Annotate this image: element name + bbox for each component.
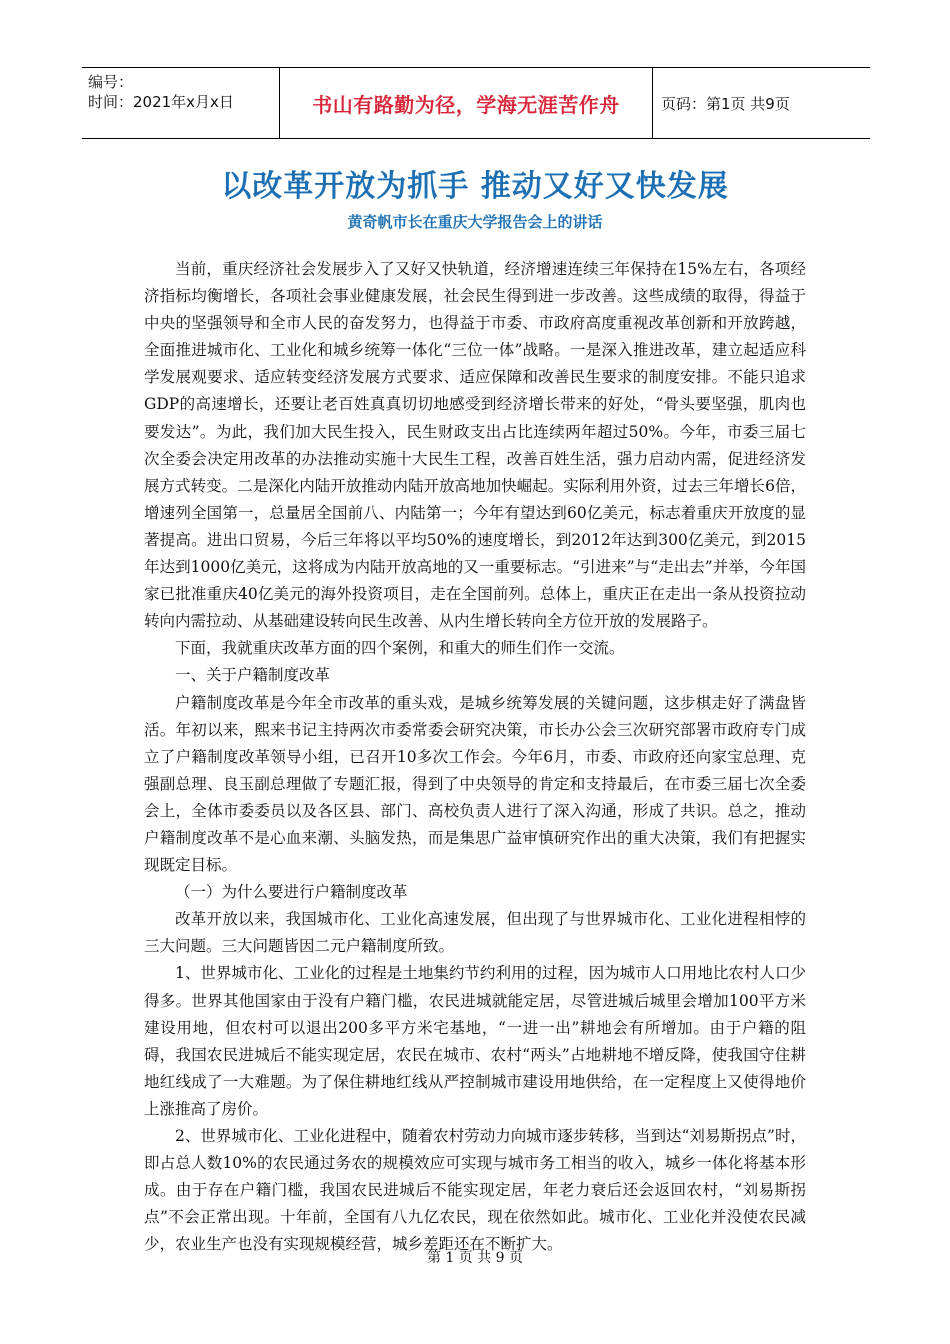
- document-subtitle: 黄奇帆市长在重庆大学报告会上的讲话: [347, 213, 603, 231]
- number-label: 编号：: [88, 73, 134, 91]
- header-meta-cell: [82, 68, 280, 138]
- header-motto-cell: [280, 68, 653, 138]
- page-info: 页码：第1页 共9页: [661, 94, 790, 113]
- subsection-heading: （一）为什么要进行户籍制度改革: [175, 883, 408, 902]
- paragraph: 户籍制度改革是今年全市改革的重头戏，是城乡统筹发展的关键问题，这步棋走好了满盘皆活。年初以来，熙来书记主持两次市委常委会研究决策，市长办公会三次研究部署市政府专门成立了户籍制度改革领导小组，已召开10多次工作会。今年6月，市委、市政府还向家宝总理、克强副总理、良玉副总理做了专题汇报，得到了中央领导的肯定和支持最后，在市委三届七次全委会上，全体市委委员以及各区县、部门、高校负责人进行了深入沟通，形成了共识。总之，推动户籍制度改革不是心血来潮、头脑发热，而是集思广益审慎研究作出的重大决策，我们有把握实现既定目标。: [144, 693, 806, 875]
- motto-text: 书山有路勤为径，学海无涯苦作舟: [312, 92, 620, 117]
- paragraph: 2、世界城市化、工业化进程中，随着农村劳动力向城市逐步转移，当到达“刘易斯拐点”时，即占总人数10%的农民通过务农的规模效应可实现与城市务工相当的收入，城乡一体化将基本形成。由于存在户籍门槛，我国农民进城后不能实现定居，年老力衰后还会返回农村，“刘易斯拐点”不会正常出现。十年前，全国有八九亿农民，现在依然如此。城市化、工业化并没使农民减少，农业生产也没有实现规模经营，城乡差距还在不断扩大。: [144, 1127, 806, 1254]
- time-label: 时间：2021年x月x日: [88, 93, 234, 111]
- paragraph: 1、世界城市化、工业化的过程是土地集约节约利用的过程，因为城市人口用地比农村人口少得多。世界其他国家由于没有户籍门槛，农民进城就能定居，尽管进城后城里会增加100平方米建设用地，但农村可以退出200多平方米宅基地，“一进一出”耕地会有所增加。由于户籍的阻碍，我国农民进城后不能实现定居，农民在城市、农村“两头”占地耕地不增反降，使我国守住耕地红线成了一大难题。为了保住耕地红线从严控制城市建设用地供给，在一定程度上又使得地价上涨推高了房价。: [144, 964, 806, 1118]
- header-page-cell: [653, 68, 870, 138]
- section-heading: 一、关于户籍制度改革: [175, 666, 331, 685]
- document-body: [144, 256, 806, 1258]
- header-table: [82, 67, 870, 139]
- paragraph: 改革开放以来，我国城市化、工业化高速发展，但出现了与世界城市化、工业化进程相悖的三大问题。三大问题皆因二元户籍制度所致。: [144, 910, 806, 956]
- paragraph: 下面，我就重庆改革方面的四个案例，和重大的师生们作一交流。: [175, 639, 625, 658]
- paragraph: 当前，重庆经济社会发展步入了又好又快轨道，经济增速连续三年保持在15%左右，各项经济指标均衡增长，各项社会事业健康发展，社会民生得到进一步改善。这些成绩的取得，得益于中央的坚强领导和全市人民的奋发努力，也得益于市委、市政府高度重视改革创新和开放跨越，全面推进城市化、工业化和城乡统筹一体化“三位一体”战略。一是深入推进改革，建立起适应科学发展观要求、适应转变经济发展方式要求、适应保障和改善民生要求的制度安排。不能只追求GDP的高速增长，还要让老百姓真真切切地感受到经济增长带来的好处，“骨头要坚强，肌肉也要发达”。为此，我们加大民生投入，民生财政支出占比连续两年超过50%。今年，市委三届七次全委会决定用改革的办法推动实施十大民生工程，改善百姓生活，强力启动内需，促进经济发展方式转变。二是深化内陆开放推动内陆开放高地加快崛起。实际利用外资，过去三年增长6倍，增速列全国第一，总量居全国前八、内陆第一；今年有望达到60亿美元，标志着重庆开放度的显著提高。进出口贸易，今后三年将以平均50%的速度增长，到2012年达到300亿美元，到2015年达到1000亿美元，这将成为内陆开放高地的又一重要标志。“引进来”与“走出去”并举，今年国家已批准重庆40亿美元的海外投资项目，走在全国前列。总体上，重庆正在走出一条从投资拉动转向内需拉动、从基础建设转向民生改善、从内生增长转向全方位开放的发展路子。: [144, 260, 806, 631]
- page-footer: 第 1 页 共 9 页: [426, 1250, 524, 1266]
- document-title: 以改革开放为抓手 推动又好又快发展: [221, 169, 729, 204]
